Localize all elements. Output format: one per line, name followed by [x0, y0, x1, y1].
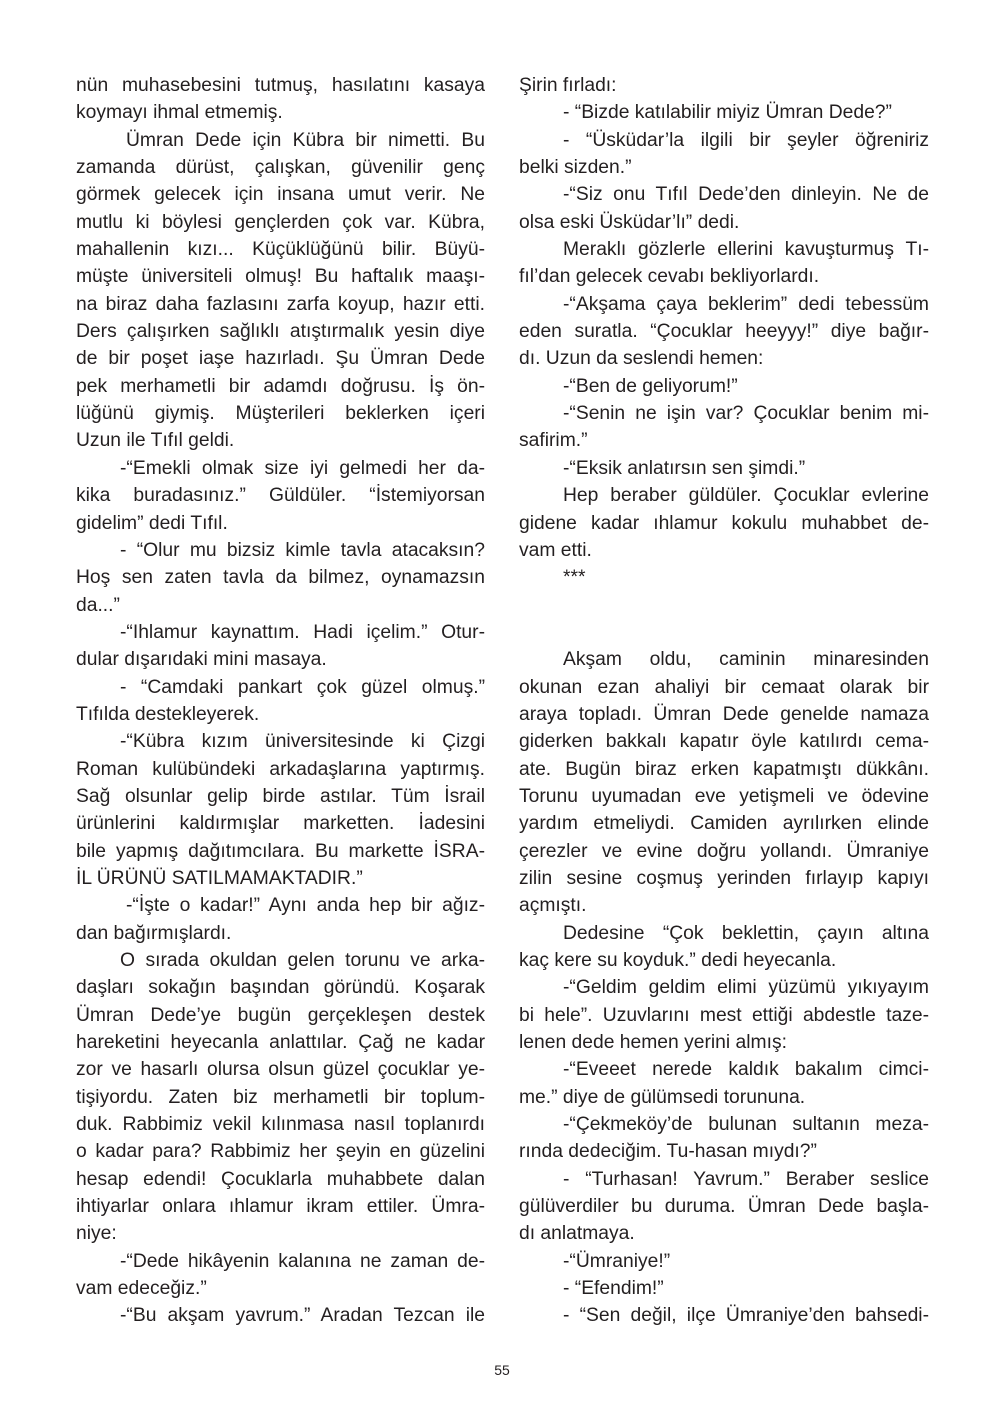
text-line: - “Üsküdar’la ilgili bir şeyler öğreniriz [563, 129, 929, 151]
text-line: - “Turhasan! Yavrum.” Beraber seslice [563, 1168, 929, 1190]
text-line: - “Bizde katılabilir miyiz Ümran Dede?” [563, 102, 892, 124]
text-line: bi hele”. Uzuvlarını mest ettiği abdestle taze- [519, 1004, 929, 1026]
text-line: gidelim” dedi Tıfıl. [76, 512, 228, 534]
page-number: 55 [494, 1362, 510, 1378]
text-line: vam edeceğiz.” [76, 1278, 207, 1300]
text-line: Şirin fırladı: [519, 75, 617, 96]
text-line: görmek gelecek için insana umut verir. Ne [76, 184, 485, 206]
text-line: Hoş sen zaten tavla da bilmez, oynamazsın [76, 567, 485, 589]
text-line: safirim.” [519, 430, 588, 452]
text-line: gidene kadar ıhlamur kokulu muhabbet de- [519, 512, 929, 534]
text-line: Tıfılda destekleyerek. [76, 703, 260, 725]
text-line: hareketini heyecanla anlattılar. Çağ ne kadar [76, 1032, 485, 1054]
text-line: araya topladı. Ümran Dede genelde namaza [519, 703, 929, 725]
text-line: daşları sokağın başından göründü. Koşarak [76, 977, 485, 999]
text-line: -“Ben de geliyorum!” [563, 375, 738, 397]
text-line: -“Bu akşam yavrum.” Aradan Tezcan ile [120, 1305, 485, 1327]
text-line: olsa eski Üsküdar’lı” dedi. [519, 211, 740, 233]
text-line: Hep beraber güldüler. Çocuklar evlerine [563, 485, 929, 507]
text-line: müşte üniversiteli olmuş! Bu haftalık maaşı- [76, 266, 485, 288]
text-line: koymayı ihmal etmemiş. [76, 102, 283, 124]
text-line: Ümran Dede’ye bugün gerçekleşen destek [76, 1004, 485, 1026]
text-line: Meraklı gözlerle ellerini kavuşturmuş Tı- [563, 239, 929, 261]
text-line: hesap edendi! Çocuklarla muhabbete dalan [76, 1168, 485, 1190]
text-line: zamanda dürüst, çalışkan, güvenilir genç [76, 157, 485, 179]
text-line: vam etti. [519, 539, 592, 561]
text-line: pek merhametli bir adamdı doğrusu. İş ön- [76, 375, 485, 397]
text-line: mutlu ki böylesi gençlerden çok var. Kübra, [76, 211, 485, 233]
text-line: ürünlerini kaldırmışlar marketten. İadesini [76, 813, 485, 835]
text-line: -“İşte o kadar!” Aynı anda hep bir ağız- [126, 895, 485, 917]
text-line: çerezler ve evine doğru yollandı. Ümraniye [519, 840, 929, 862]
text-line: mahallenin kızı... Küçüklüğünü bilir. Büyü- [76, 239, 485, 261]
text-line: İL ÜRÜNÜ SATILMAMAKTADIR.” [76, 867, 363, 889]
text-line: niye: [76, 1223, 117, 1245]
text-line: belki sizden.” [519, 157, 632, 179]
text-line: me.” diye de gülümsedi torununa. [519, 1086, 806, 1108]
text-line: -“Siz onu Tıfıl Dede’den dinleyin. Ne de [563, 184, 929, 206]
text-line: Ümran Dede için Kübra bir nimetti. Bu [126, 129, 485, 151]
text-line: dı anlatmaya. [519, 1223, 635, 1245]
text-line: duk. Rabbimiz vekil kılınmasa nasıl toplanırdı [76, 1114, 485, 1136]
text-line: - “Olur mu bizsiz kimle tavla atacaksın? [120, 539, 485, 561]
text-line: - “Sen değil, ilçe Ümraniye’den bahsedi- [563, 1305, 929, 1327]
text-line: o kadar para? Rabbimiz her şeyin en güzelini [76, 1141, 485, 1163]
text-line: -“Eveeet nerede kaldık bakalım cimci- [563, 1059, 929, 1081]
text-line: -“Kübra kızım üniversitesinde ki Çizgi [120, 731, 485, 753]
text-line: yardım etmeliydi. Camiden ayrılırken elinde [519, 813, 929, 835]
text-line: bile yapmış dağıtımcılara. Bu markette İSRA- [76, 840, 485, 862]
text-line: açmıştı. [519, 895, 587, 917]
text-line: -“Ihlamur kaynattım. Hadi içelim.” Otur- [120, 621, 485, 643]
text-line: zor ve hasarlı olursa olsun güzel çocuklar ye- [76, 1059, 485, 1081]
right-column-top-section [519, 72, 929, 592]
text-line: Sağ olsunlar gelip birde astılar. Tüm İsrail [76, 785, 485, 807]
left-text-column [76, 72, 485, 1330]
text-line: de bir poşet iaşe hazırladı. Şu Ümran Dede [76, 348, 485, 370]
text-line: Akşam oldu, caminin minaresinden [563, 649, 929, 671]
text-line: kaç kere su koyduk.” dedi heyecanla. [519, 950, 837, 971]
text-line: kika buradasınız.” Güldüler. “İstemiyorsan [76, 485, 485, 507]
text-line: - “Efendim!” [563, 1278, 664, 1300]
text-line: dular dışarıdaki mini masaya. [76, 649, 327, 671]
text-line: -“Çekmeköy’de bulunan sultanın meza- [563, 1114, 929, 1136]
text-line: dı. Uzun da seslendi hemen: [519, 348, 764, 370]
right-text-column [519, 72, 929, 1330]
text-line: - “Camdaki pankart çok güzel olmuş.” [120, 676, 485, 698]
text-line: zilin sesine coşmuş yerinden fırlayıp kapıyı [519, 867, 929, 889]
text-line: -“Emekli olmak size iyi gelmedi her da- [120, 457, 485, 479]
text-line: giderken bakkalı kapatır öyle katılırdı cema- [519, 731, 929, 753]
text-line: -“Akşama çaya beklerim” dedi tebessüm [563, 293, 929, 315]
right-column-bottom-section [519, 646, 929, 1330]
text-line: Torunu uyumadan eve yetişmeli ve ödevine [519, 785, 929, 807]
text-line: -“Geldim geldim elimi yüzümü yıkıyayım [563, 977, 929, 999]
text-line: okunan ezan ahaliyi bir cemaat olarak bir [519, 676, 929, 698]
text-line: da...” [76, 594, 120, 616]
text-line: fıl’dan gelecek cevabı bekliyorlardı. [519, 266, 820, 288]
text-line: -“Ümraniye!” [563, 1250, 671, 1272]
text-line: tişiyordu. Zaten biz merhametli bir toplum- [76, 1086, 485, 1108]
text-line: eden suratla. “Çocuklar heeyyy!” diye bağır- [519, 321, 929, 343]
text-line: Ders çalışırken sağlıklı atıştırmalık yesin diye [76, 321, 485, 343]
text-line: *** [563, 567, 586, 589]
text-line: na biraz daha fazlasını zarfa koyup, hazır etti. [76, 293, 485, 315]
text-line: -“Senin ne işin var? Çocuklar benim mi- [563, 403, 929, 425]
text-line: Dedesine “Çok beklettin, çayın altına [563, 922, 929, 944]
text-line: gülüverdiler bu duruma. Ümran Dede başla- [519, 1196, 929, 1218]
text-line: Uzun ile Tıfıl geldi. [76, 430, 235, 452]
text-line: nün muhasebesini tutmuş, hasılatını kasaya [76, 75, 485, 96]
text-line: rında dedeciğim. Tu-hasan mıydı?” [519, 1141, 817, 1163]
text-line: ate. Bugün biraz erken kapatmıştı dükkânı. [519, 758, 929, 780]
text-line: lenen dede hemen yerini almış: [519, 1032, 787, 1054]
text-line: lüğünü giymiş. Müşterileri beklerken içeri [76, 403, 485, 425]
text-line: Roman kulübündeki arkadaşlarına yaptırmış. [76, 758, 485, 780]
text-line: dan bağırmışlardı. [76, 922, 232, 944]
text-line: ihtiyarlar onlara ıhlamur ikram ettiler. Ümra- [76, 1196, 485, 1218]
text-line: -“Dede hikâyenin kalanına ne zaman de- [120, 1250, 485, 1272]
section-gap [519, 592, 929, 647]
text-line: O sırada okuldan gelen torunu ve arka- [120, 950, 485, 971]
text-line: -“Eksik anlatırsın sen şimdi.” [563, 457, 806, 479]
